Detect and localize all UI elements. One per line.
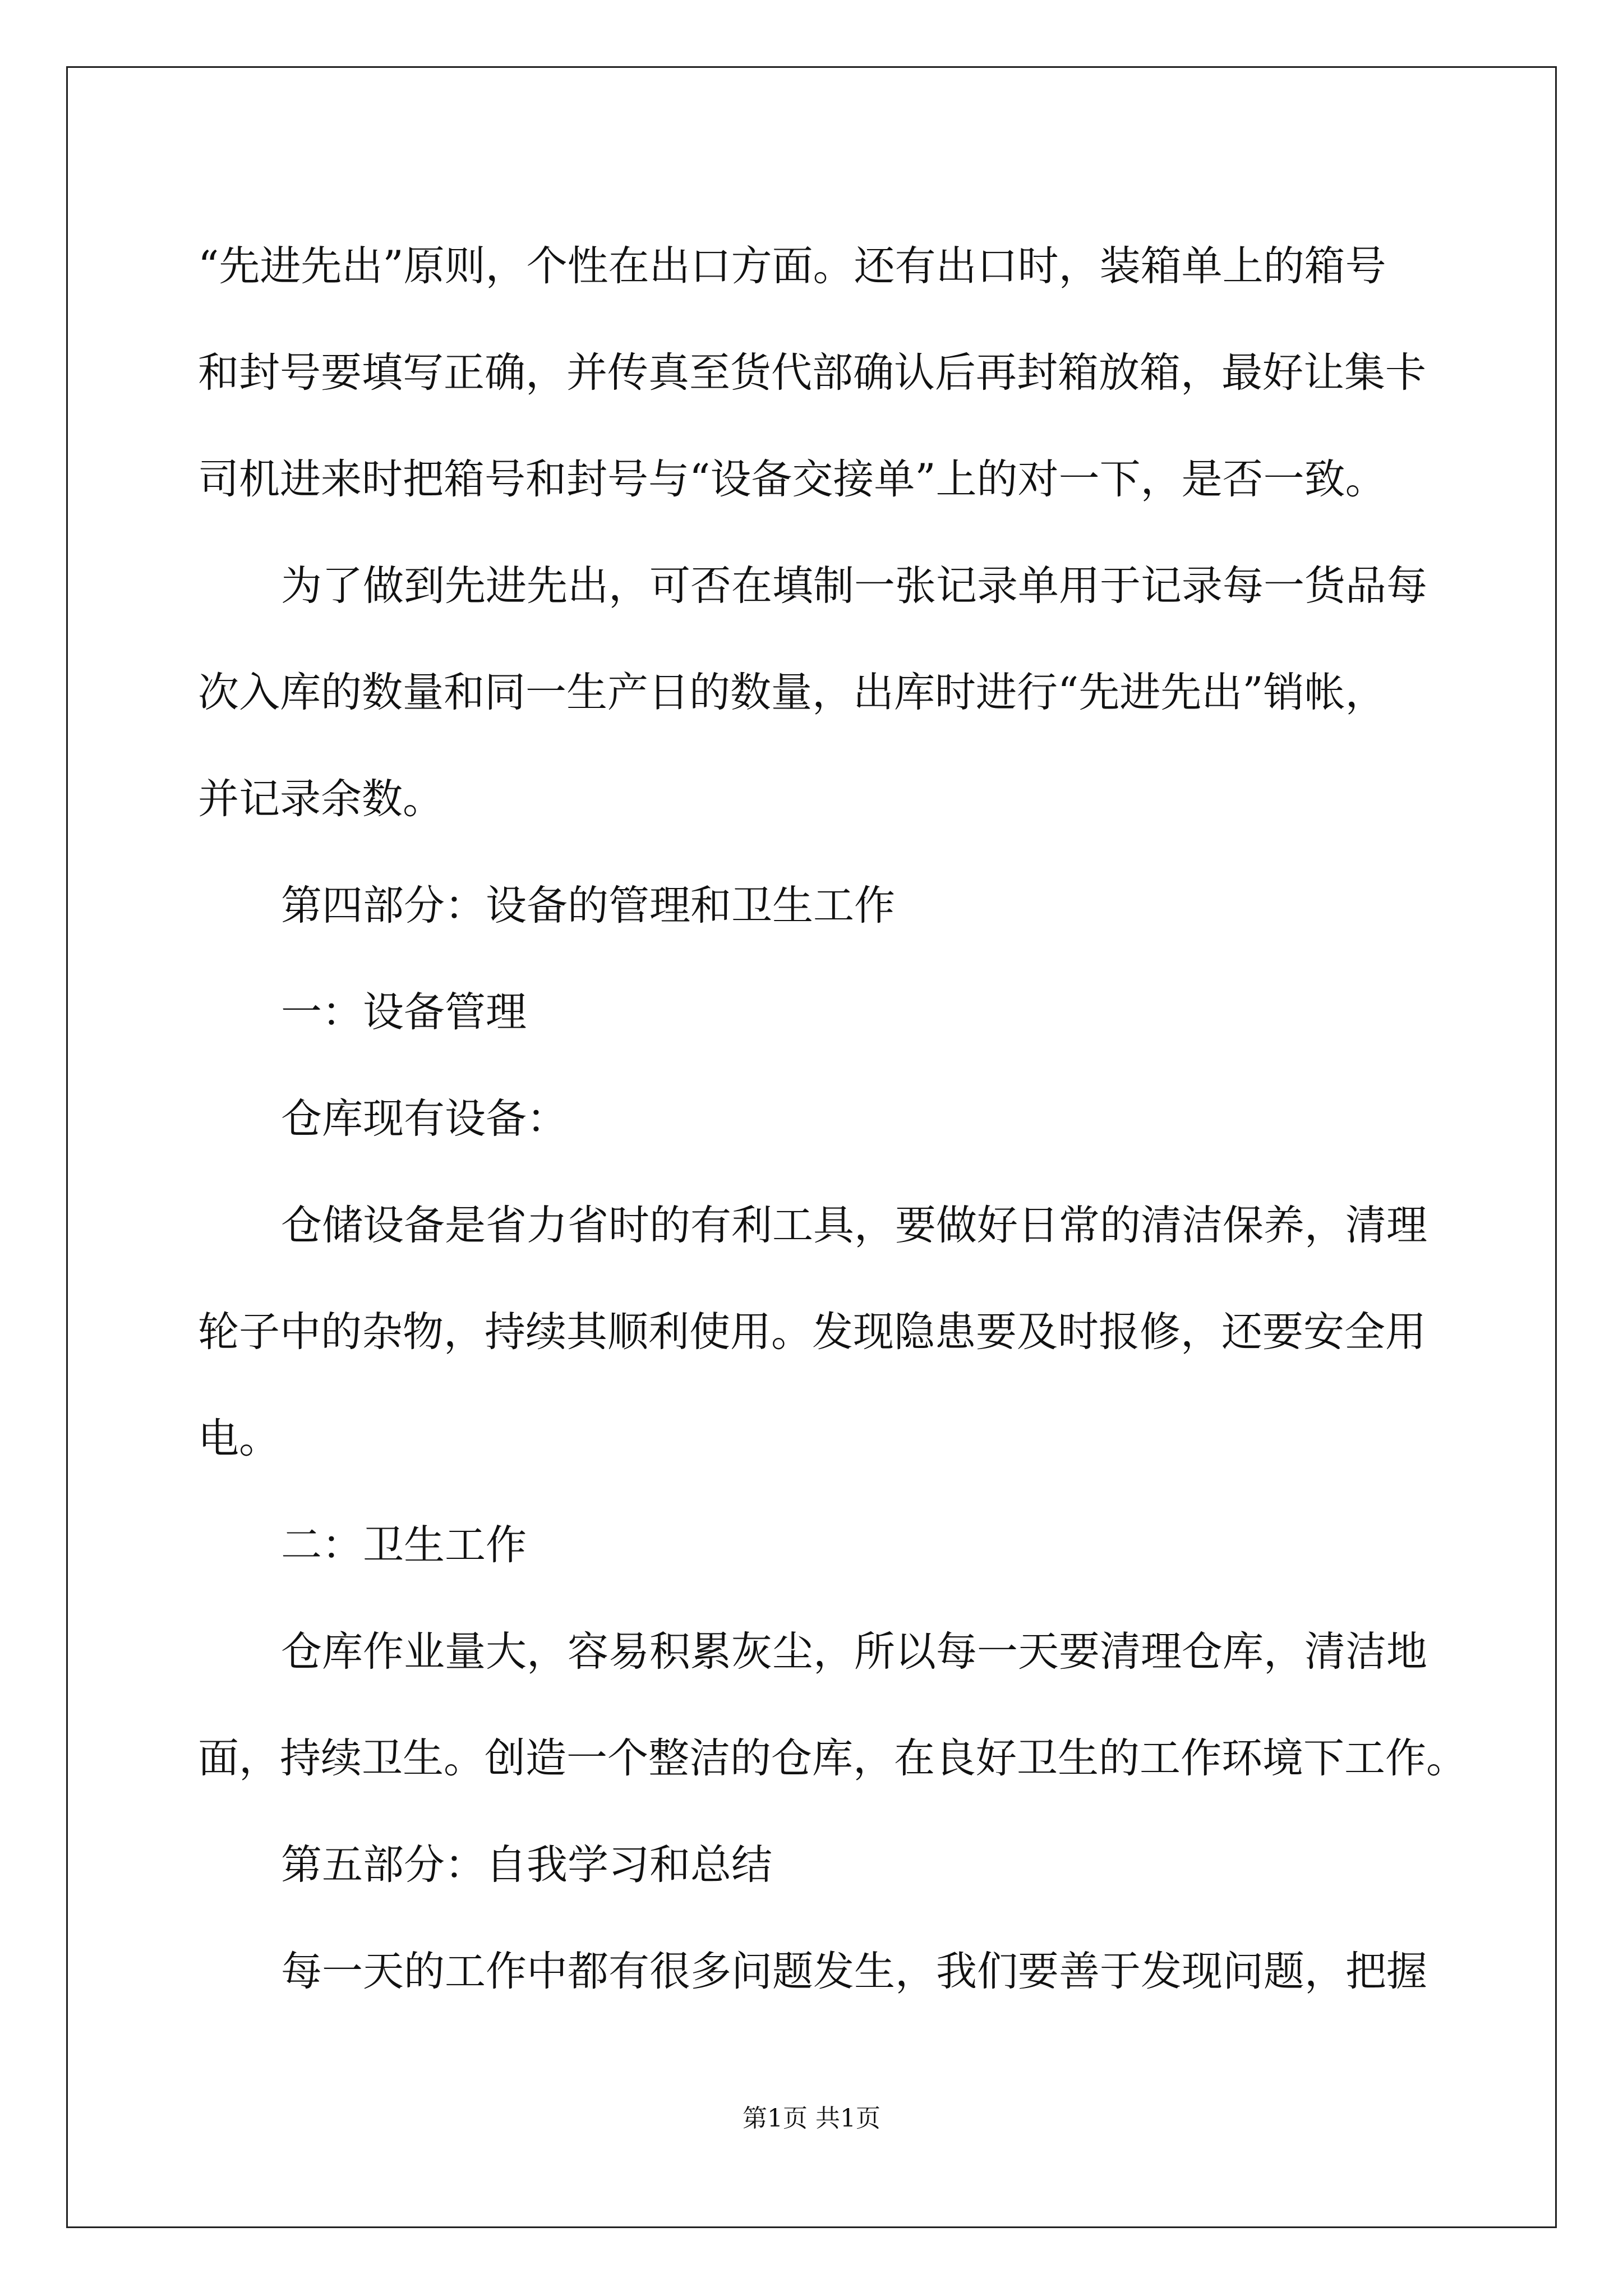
section-heading: 第五部分：自我学习和总结 — [281, 1841, 772, 1889]
paragraph-line: 面，持续卫生。创造一个整洁的仓库，在良好卫生的工作环境下工作。 — [198, 1734, 1467, 1782]
paragraph-line: 为了做到先进先出，可否在填制一张记录单用于记录每一货品每 — [281, 562, 1427, 610]
document-body — [198, 213, 1467, 2025]
subsection-heading: 二：卫生工作 — [281, 1521, 527, 1569]
paragraph-line: “先进先出”原则，个性在出口方面。还有出口时，装箱单上的箱号 — [198, 242, 1386, 290]
paragraph-line: 轮子中的杂物，持续其顺利使用。发现隐患要及时报修，还要安全用 — [198, 1308, 1426, 1356]
paragraph-line: 和封号要填写正确，并传真至货代部确认后再封箱放箱，最好让集卡 — [198, 349, 1426, 397]
paragraph-line: 每一天的工作中都有很多问题发生，我们要善于发现问题，把握 — [281, 1948, 1427, 1995]
paragraph-line: 并记录余数。 — [198, 775, 444, 823]
paragraph-line: 仓库现有设备： — [281, 1095, 568, 1143]
page-footer: 第1页 共1页 — [743, 2104, 880, 2133]
paragraph-line: 仓储设备是省力省时的有利工具，要做好日常的清洁保养，清理 — [281, 1202, 1427, 1249]
paragraph-line: 次入库的数量和同一生产日的数量，出库时进行“先进先出”销帐， — [198, 669, 1386, 716]
section-heading: 第四部分：设备的管理和卫生工作 — [281, 882, 895, 930]
paragraph-line: 司机进来时把箱号和封号与“设备交接单”上的对一下，是否一致。 — [198, 455, 1386, 503]
paragraph-line: 仓库作业量大，容易积累灰尘，所以每一天要清理仓库，清洁地 — [281, 1628, 1427, 1676]
paragraph-line: 电。 — [198, 1415, 280, 1462]
subsection-heading: 一：设备管理 — [281, 988, 527, 1036]
